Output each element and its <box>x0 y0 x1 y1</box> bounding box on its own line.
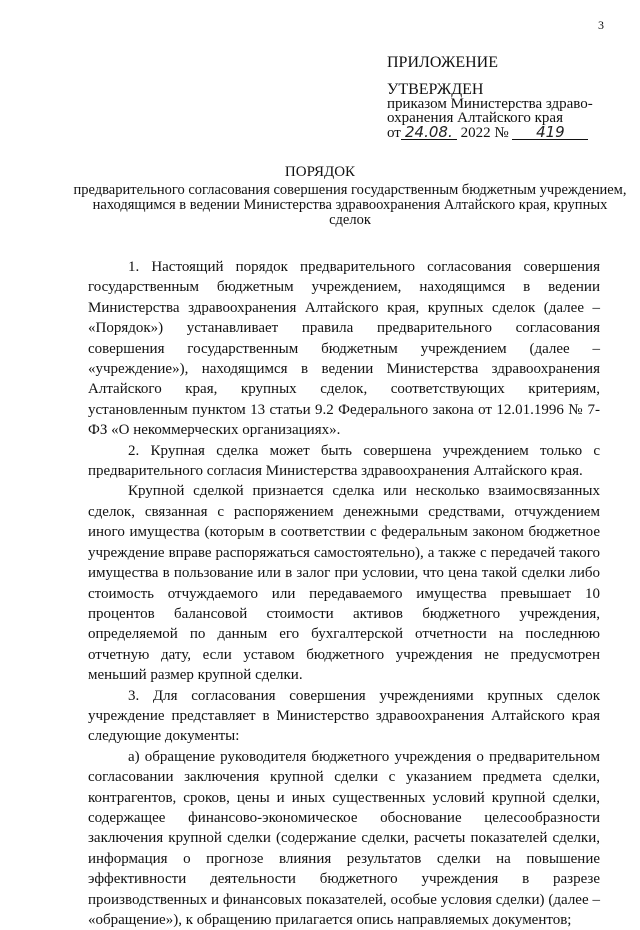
order-line-1: приказом Министерства здраво- <box>387 96 593 112</box>
paragraph: Крупной сделкой признается сделка или несколько взаимосвязанных сделок, связанная с распоряжением денежными средствами, отчуждением иного имущества (которым в соответствии с федеральным законом бюджетное учреждение вправе распоряжаться самостоятельно), а также с передачей такого имущества в пользование или в залог при условии, что цена такой сделки либо стоимость отчуждаемого или передаваемого имущества превышает 10 процентов балансовой стоимости активов бюджетного учреждения, определяемой по данным его бухгалтерской отчетности на последнюю отчетную дату, если уставом бюджетного учреждения не предусмотрен меньший размер крупной сделки. <box>88 483 600 684</box>
paragraph: а) обращение руководителя бюджетного учреждения о предварительном согласовании заключения крупной сделки с указанием предмета сделки, контрагентов, сроков, цены и иных существенных условий крупной сделки, содержащее финансово-экономическое обоснование целесообразности заключения крупной сделки (содержание сделки, расчеты показателей сделки, информация о прогнозе влияния результатов сделки на повышение эффективности деятельности бюджетного учреждения в разрезе производственных и финансовых показателей, особые условия сделки) (далее – «обращение»), к обращению прилагается опись направляемых документов; <box>88 748 600 928</box>
approved-heading: УТВЕРЖДЕН <box>387 81 484 98</box>
order-number: 419 <box>512 125 588 140</box>
paragraph: 2. Крупная сделка может быть совершена учреждением только с предварительного согласия Министерства здравоохранения Алтайского края. <box>88 442 600 480</box>
order-date: 24.08. <box>401 125 457 140</box>
order-year: 2022 № <box>460 125 509 141</box>
appendix-heading: ПРИЛОЖЕНИЕ <box>387 54 499 71</box>
order-prefix: от <box>387 125 401 141</box>
paragraph: 1. Настоящий порядок предварительного согласования совершения государственным бюджетным учреждением, находящимся в ведении Министерства здравоохранения Алтайского края, крупных сделок (далее – «Порядок») устанавливает правила предварительного согласования совершения государственным бюджетным учреждением (далее – «учреждение»), находящимся в ведении Министерства здравоохранения Алтайского края, крупных сделок, соответствующих критериям, установленным пунктом 13 статьи 9.2 Федерального закона от 12.01.1996 № 7-ФЗ «О некоммерческих организациях». <box>88 259 600 439</box>
paragraph: 3. Для согласования совершения учреждениями крупных сделок учреждение представляет в Министерство здравоохранения Алтайского края следующие документы: <box>88 687 600 745</box>
document-body <box>88 257 600 930</box>
order-reference <box>387 125 588 141</box>
document-title: ПОРЯДОК <box>284 164 356 180</box>
order-line-2: охранения Алтайского края <box>387 110 563 126</box>
document-subtitle: предварительного согласования совершения государственным бюджетным учреждением, находящимся в ведении Министерства здравоохранения Алтайского края, крупных сделок <box>73 182 627 228</box>
page-number: 3 <box>598 18 604 32</box>
